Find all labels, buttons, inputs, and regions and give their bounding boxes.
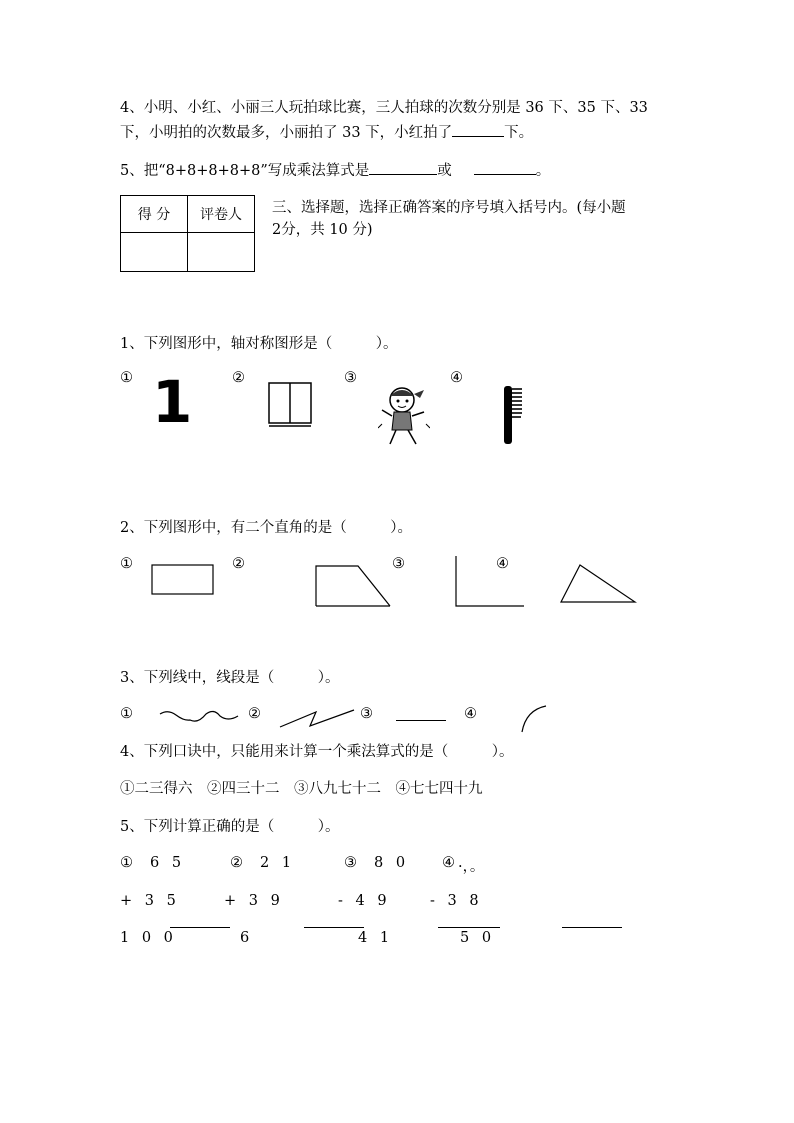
c5-option-1-marker[interactable]: ①: [120, 855, 133, 871]
c5-opt2-top-number: 2 1: [260, 855, 296, 871]
c5-opt4-marks: ·，。: [458, 859, 485, 875]
comb-icon: [500, 384, 530, 446]
right-angle-figure: [450, 554, 530, 610]
c1-option-3-marker[interactable]: ③: [344, 370, 357, 386]
curved-line-figure: [158, 706, 240, 728]
arc-figure: [518, 704, 550, 734]
line-segment-figure: [396, 720, 446, 721]
c3-option-3-marker[interactable]: ③: [360, 706, 373, 722]
c3-question: 3、下列线中，线段是（ ）。: [120, 670, 340, 686]
q5-text: 5、把“8+8+8+8+8”写成乘法算式是: [120, 163, 370, 179]
q5-answer-blank-1[interactable]: [369, 160, 437, 175]
c5-opt4-result: 5 0: [460, 930, 496, 946]
c5-opt3-top-number: 8 0: [374, 855, 410, 871]
c5-opt4-subtrahend: - 3 8: [430, 893, 483, 909]
rectangle-figure: [150, 563, 216, 597]
c2-option-4-marker[interactable]: ④: [496, 556, 509, 572]
c5-opt2-sum-line: [304, 927, 364, 928]
c1-option-4-marker[interactable]: ④: [450, 370, 463, 386]
c1-question: 1、下列图形中，轴对称图形是（ ）。: [120, 336, 398, 352]
q4-line2: [120, 122, 533, 143]
score-table: [120, 195, 255, 272]
c5-opt1-result: 1 0 0: [120, 930, 177, 946]
c2-question: 2、下列图形中，有二个直角的是（ ）。: [120, 520, 412, 536]
c5-opt2-result: 6: [240, 930, 254, 946]
digit-one-figure: 1: [152, 368, 193, 436]
q4-line1: 4、小明、小红、小丽三人玩拍球比赛，三人拍球的次数分别是 36 下、35 下、33: [120, 100, 648, 116]
grader-cell[interactable]: [188, 233, 255, 272]
q5-answer-blank-2[interactable]: [474, 160, 536, 175]
c5-opt1-top-number: 6 5: [150, 855, 186, 871]
grader-header: 评卷人: [188, 196, 255, 233]
q5-end: 。: [535, 163, 551, 179]
c5-option-3-marker[interactable]: ③: [344, 855, 357, 871]
score-header: 得 分: [121, 196, 188, 233]
q4-line2-end: 下。: [504, 125, 534, 141]
q4-answer-blank[interactable]: [452, 122, 504, 137]
cartoon-boy-icon: [378, 384, 430, 448]
c5-question: 5、下列计算正确的是（ ）。: [120, 819, 340, 835]
section3-title-line1: 三、选择题，选择正确答案的序号填入括号内。(每小题: [272, 200, 626, 216]
c4-options[interactable]: ①二三得六 ②四三十二 ③八九七十二 ④七七四十九: [120, 781, 483, 797]
c5-option-4-marker[interactable]: ④: [442, 855, 455, 871]
c5-opt1-sum-line: [170, 927, 230, 928]
c1-option-1-marker[interactable]: ①: [120, 370, 133, 386]
c1-option-2-marker[interactable]: ②: [232, 370, 245, 386]
trapezoid-figure: [312, 560, 394, 610]
q5-line: [120, 160, 550, 181]
c2-option-2-marker[interactable]: ②: [232, 556, 245, 572]
c5-opt3-subtrahend: - 4 9: [338, 893, 391, 909]
c4-question: 4、下列口诀中，只能用来计算一个乘法算式的是（ ）。: [120, 744, 514, 760]
c5-opt4-sum-line: [562, 927, 622, 928]
c2-option-3-marker[interactable]: ③: [392, 556, 405, 572]
c3-option-1-marker[interactable]: ①: [120, 706, 133, 722]
cabinet-figure: [266, 380, 314, 430]
triangle-figure: [558, 562, 640, 606]
broken-line-figure: [278, 706, 358, 730]
c5-opt3-sum-line: [438, 927, 500, 928]
q5-or: 或: [437, 163, 452, 179]
c5-option-2-marker[interactable]: ②: [230, 855, 243, 871]
c3-option-2-marker[interactable]: ②: [248, 706, 261, 722]
c2-option-1-marker[interactable]: ①: [120, 556, 133, 572]
section3-title-line2: 2分，共 10 分): [272, 222, 373, 238]
c5-opt1-addend: + 3 5: [120, 893, 180, 909]
c5-opt2-addend: + 3 9: [224, 893, 284, 909]
q4-line2-text: 下，小明拍的次数最多，小丽拍了 33 下，小红拍了: [120, 125, 453, 141]
score-cell[interactable]: [121, 233, 188, 272]
c3-option-4-marker[interactable]: ④: [464, 706, 477, 722]
c5-opt3-result: 4 1: [358, 930, 394, 946]
